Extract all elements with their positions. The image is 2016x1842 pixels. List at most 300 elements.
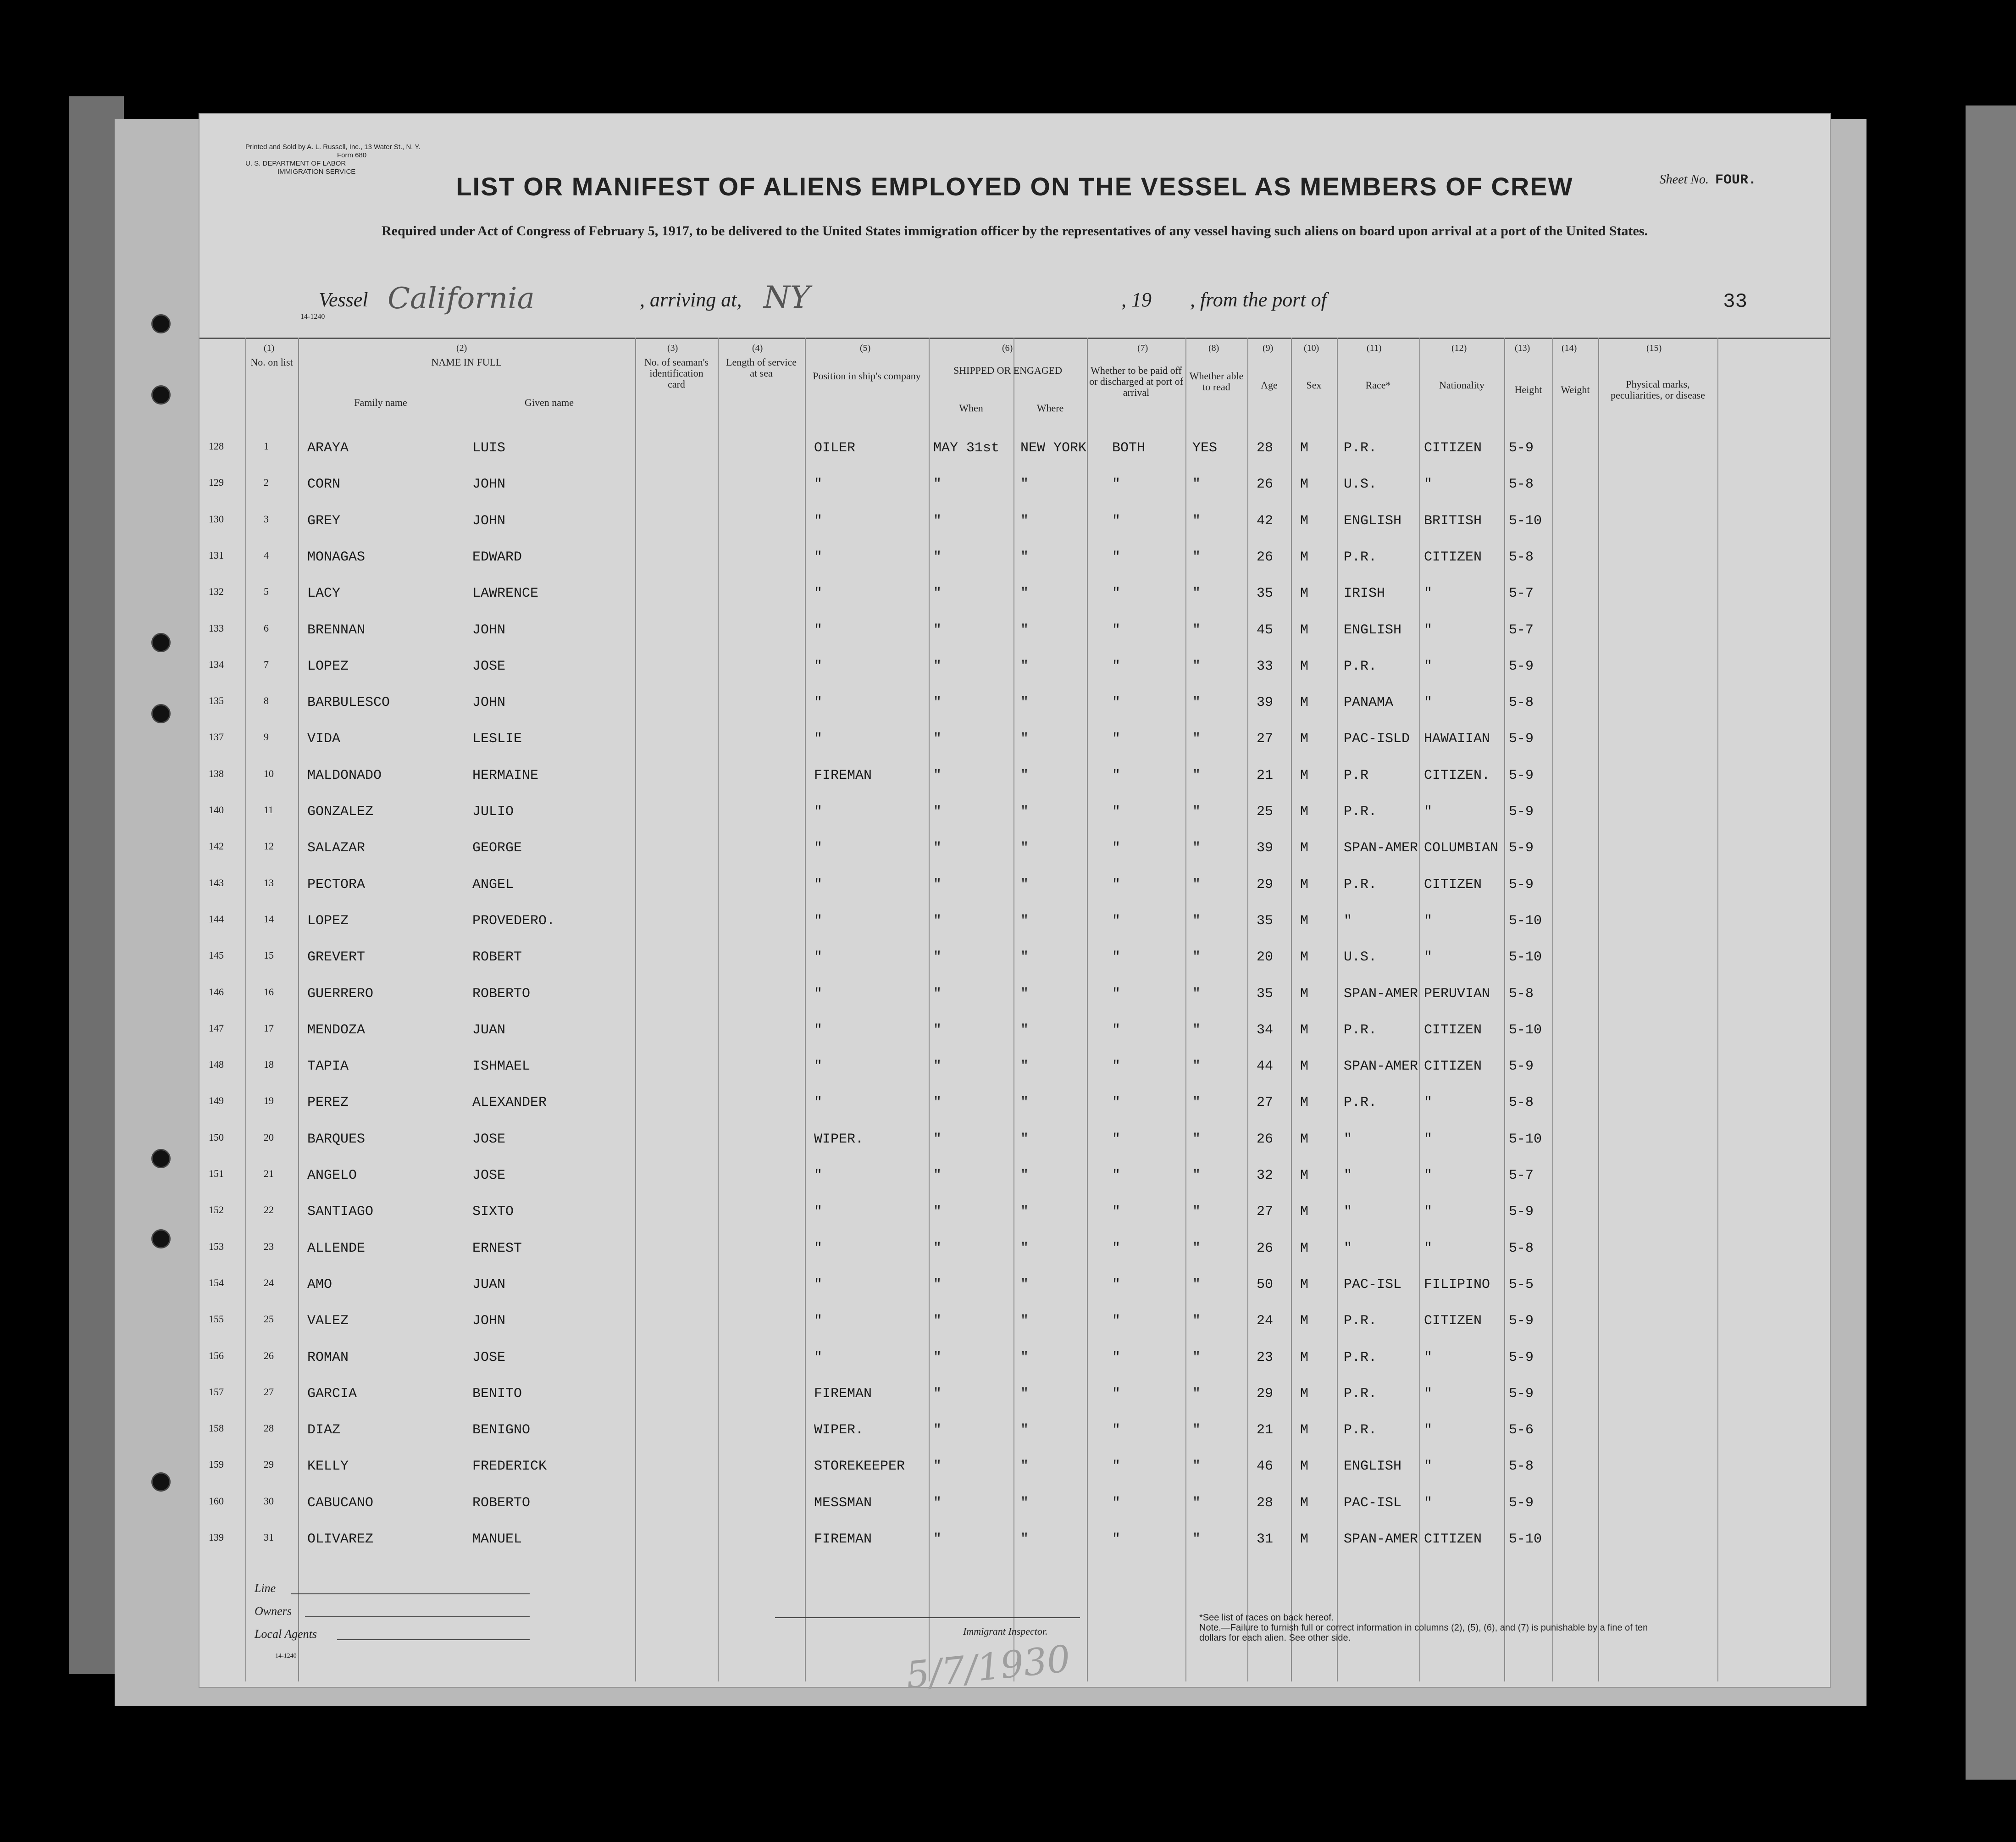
from-port-label: , from the port of xyxy=(1190,289,1327,311)
shipped-when: " xyxy=(933,513,942,529)
given-name: GEORGE xyxy=(472,840,522,856)
rownum-stamp: 145 xyxy=(209,949,224,961)
age: 46 xyxy=(1257,1459,1274,1475)
given-name: JOSE xyxy=(472,1131,506,1147)
able-to-read: " xyxy=(1192,1095,1201,1111)
shipped-when: " xyxy=(933,1022,942,1038)
nationality: HAWAIIAN xyxy=(1424,731,1490,747)
shipped-when: " xyxy=(933,1349,942,1365)
col-num: (10) xyxy=(1304,343,1319,353)
height: 5-8 xyxy=(1509,477,1534,493)
given-name: HERMAINE xyxy=(472,767,539,783)
height: 5-10 xyxy=(1509,949,1542,965)
race: U.S. xyxy=(1344,477,1377,493)
rownum-stamp: 160 xyxy=(209,1495,224,1507)
form-number: Form 680 xyxy=(337,151,367,159)
col-weight: Weight xyxy=(1561,384,1590,395)
position: " xyxy=(814,1349,823,1365)
seq-number: 9 xyxy=(264,731,269,743)
agents-rule xyxy=(337,1639,530,1640)
given-name: JOHN xyxy=(472,1313,506,1329)
nationality: CITIZEN xyxy=(1424,1313,1482,1329)
rownum-stamp: 128 xyxy=(209,440,224,452)
given-name: ALEXANDER xyxy=(472,1095,547,1111)
sex: M xyxy=(1300,877,1309,893)
height: 5-5 xyxy=(1509,1276,1534,1293)
paid-off: " xyxy=(1112,1022,1121,1038)
family-name: ANGELO xyxy=(307,1168,357,1183)
nationality: CITIZEN. xyxy=(1424,767,1490,783)
position: " xyxy=(814,986,823,1002)
col-nationality: Nationality xyxy=(1439,379,1484,391)
given-name: JOHN xyxy=(472,622,506,638)
printer-line: Printed and Sold by A. L. Russell, Inc., 13 Water St., N. Y. xyxy=(245,143,421,151)
seq-number: 11 xyxy=(264,804,274,816)
able-to-read: " xyxy=(1192,658,1201,674)
col-family-name: Family name xyxy=(354,397,407,408)
seq-number: 5 xyxy=(264,586,269,598)
seq-number: 28 xyxy=(264,1422,274,1434)
col-num: (3) xyxy=(667,343,678,353)
col-paid-off: Whether to be paid off or discharged at port of arrival xyxy=(1089,365,1183,398)
nationality: CITIZEN xyxy=(1424,549,1482,565)
nationality: " xyxy=(1424,949,1433,965)
sex: M xyxy=(1300,804,1309,820)
nationality: CITIZEN xyxy=(1424,440,1482,456)
height: 5-8 xyxy=(1509,695,1534,711)
seq-number: 14 xyxy=(264,913,274,925)
table-row xyxy=(199,622,1830,659)
seq-number: 10 xyxy=(264,767,274,779)
paid-off: " xyxy=(1112,731,1121,747)
table-row xyxy=(199,586,1830,622)
rownum-stamp: 156 xyxy=(209,1349,224,1361)
paid-off: " xyxy=(1112,949,1121,965)
family-name: DIAZ xyxy=(307,1422,341,1438)
agents-label: Local Agents xyxy=(255,1627,317,1641)
paid-off: " xyxy=(1112,767,1121,783)
height: 5-7 xyxy=(1509,586,1534,602)
family-name: MALDONADO xyxy=(307,767,382,783)
able-to-read: " xyxy=(1192,1349,1201,1365)
position: WIPER. xyxy=(814,1422,864,1438)
col-height: Height xyxy=(1514,384,1542,395)
col-position: Position in ship's company xyxy=(813,370,921,382)
table-row xyxy=(199,1350,1830,1387)
col-race: Race* xyxy=(1365,379,1391,391)
paid-off: " xyxy=(1112,1131,1121,1147)
race: ENGLISH xyxy=(1344,622,1402,638)
race: SPAN-AMER xyxy=(1344,986,1418,1002)
table-row xyxy=(199,1495,1830,1532)
given-name: JOHN xyxy=(472,695,506,711)
col-num: (15) xyxy=(1646,343,1662,353)
table-row xyxy=(199,731,1830,768)
col-no-on-list: No. on list xyxy=(250,356,293,368)
shipped-when: " xyxy=(933,1313,942,1329)
shipped-where: " xyxy=(1020,1531,1029,1547)
rownum-stamp: 130 xyxy=(209,513,224,525)
shipped-when: " xyxy=(933,1168,942,1183)
able-to-read: " xyxy=(1192,767,1201,783)
seq-number: 13 xyxy=(264,877,274,888)
nationality: " xyxy=(1424,658,1433,674)
rownum-stamp: 137 xyxy=(209,731,224,743)
age: 27 xyxy=(1257,1095,1274,1111)
height: 5-8 xyxy=(1509,1240,1534,1256)
shipped-when: " xyxy=(933,913,942,929)
owners-label: Owners xyxy=(255,1604,292,1618)
sex: M xyxy=(1300,1422,1309,1438)
family-name: LOPEZ xyxy=(307,658,349,674)
sex: M xyxy=(1300,658,1309,674)
binder-hole xyxy=(151,704,171,723)
height: 5-9 xyxy=(1509,1386,1534,1402)
col-num: (14) xyxy=(1562,343,1577,353)
family-name: CABUCANO xyxy=(307,1495,374,1511)
able-to-read: " xyxy=(1192,986,1201,1002)
nationality: " xyxy=(1424,1168,1433,1183)
shipped-when: " xyxy=(933,622,942,638)
nationality: " xyxy=(1424,1495,1433,1511)
age: 26 xyxy=(1257,477,1274,493)
footnotes xyxy=(1199,1613,1658,1643)
family-name: GONZALEZ xyxy=(307,804,374,820)
nationality: COLUMBIAN xyxy=(1424,840,1499,856)
shipped-when: " xyxy=(933,804,942,820)
nationality: BRITISH xyxy=(1424,513,1482,529)
given-name: EDWARD xyxy=(472,549,522,565)
shipped-where: " xyxy=(1020,477,1029,493)
table-row xyxy=(199,949,1830,986)
rownum-stamp: 151 xyxy=(209,1168,224,1179)
shipped-where: " xyxy=(1020,622,1029,638)
position: " xyxy=(814,1240,823,1256)
height: 5-9 xyxy=(1509,1204,1534,1220)
shipped-when: " xyxy=(933,1276,942,1293)
seq-number: 12 xyxy=(264,840,274,852)
shipped-when: " xyxy=(933,1531,942,1547)
nationality: " xyxy=(1424,1422,1433,1438)
age: 25 xyxy=(1257,804,1274,820)
seq-number: 26 xyxy=(264,1349,274,1361)
position: FIREMAN xyxy=(814,1531,872,1547)
position: " xyxy=(814,622,823,638)
nationality: " xyxy=(1424,1131,1433,1147)
race: PAC-ISL xyxy=(1344,1276,1402,1293)
seq-number: 7 xyxy=(264,658,269,670)
document-subtitle: Required under Act of Congress of February 5, 1917, to be delivered to the United States immigration officer by the representatives of any vessel having such aliens on board upon arrival at a port of the United States. xyxy=(381,223,1648,239)
given-name: JUAN xyxy=(472,1276,506,1293)
department-name: U. S. DEPARTMENT OF LABOR xyxy=(245,160,346,167)
able-to-read: " xyxy=(1192,586,1201,602)
able-to-read: " xyxy=(1192,804,1201,820)
able-to-read: " xyxy=(1192,549,1201,565)
able-to-read: " xyxy=(1192,1313,1201,1329)
race: P.R. xyxy=(1344,549,1377,565)
family-name: SALAZAR xyxy=(307,840,366,856)
table-row xyxy=(199,513,1830,550)
position: MESSMAN xyxy=(814,1495,872,1511)
table-row xyxy=(199,440,1830,477)
rownum-stamp: 139 xyxy=(209,1531,224,1543)
family-name: TAPIA xyxy=(307,1059,349,1075)
position: " xyxy=(814,1204,823,1220)
age: 39 xyxy=(1257,840,1274,856)
col-seaman-card: No. of seaman's identification card xyxy=(644,356,709,390)
family-name: ALLENDE xyxy=(307,1240,366,1256)
position: STOREKEEPER xyxy=(814,1459,905,1475)
shipped-where: " xyxy=(1020,1204,1029,1220)
race: P.R. xyxy=(1344,877,1377,893)
age: 26 xyxy=(1257,1240,1274,1256)
paid-off: BOTH xyxy=(1112,440,1146,456)
shipped-where: " xyxy=(1020,549,1029,565)
able-to-read: " xyxy=(1192,1022,1201,1038)
shipped-when: " xyxy=(933,949,942,965)
shipped-where: " xyxy=(1020,1495,1029,1511)
seq-number: 18 xyxy=(264,1059,274,1071)
given-name: ROBERTO xyxy=(472,986,531,1002)
col-num: (8) xyxy=(1208,343,1219,353)
binder-hole xyxy=(151,314,171,333)
rownum-stamp: 144 xyxy=(209,913,224,925)
nationality: CITIZEN xyxy=(1424,1531,1482,1547)
seq-number: 25 xyxy=(264,1313,274,1325)
able-to-read: " xyxy=(1192,1422,1201,1438)
nationality: FILIPINO xyxy=(1424,1276,1490,1293)
age: 28 xyxy=(1257,440,1274,456)
position: " xyxy=(814,877,823,893)
sex: M xyxy=(1300,1531,1309,1547)
shipped-where: " xyxy=(1020,1276,1029,1293)
paid-off: " xyxy=(1112,1495,1121,1511)
table-row xyxy=(199,549,1830,586)
height: 5-9 xyxy=(1509,1495,1534,1511)
age: 28 xyxy=(1257,1495,1274,1511)
paid-off: " xyxy=(1112,1276,1121,1293)
sex: M xyxy=(1300,1349,1309,1365)
rownum-stamp: 154 xyxy=(209,1276,224,1288)
rownum-stamp: 146 xyxy=(209,986,224,998)
height: 5-6 xyxy=(1509,1422,1534,1438)
races-note: *See list of races on back hereof. xyxy=(1199,1613,1334,1623)
paid-off: " xyxy=(1112,1349,1121,1365)
age: 27 xyxy=(1257,731,1274,747)
seq-number: 23 xyxy=(264,1240,274,1252)
inspector-signature-rule xyxy=(775,1617,1080,1618)
height: 5-9 xyxy=(1509,840,1534,856)
family-name: LOPEZ xyxy=(307,913,349,929)
able-to-read: " xyxy=(1192,1168,1201,1183)
sex: M xyxy=(1300,986,1309,1002)
position: " xyxy=(814,1022,823,1038)
rownum-stamp: 152 xyxy=(209,1204,224,1216)
vessel-value: California xyxy=(388,282,535,316)
rownum-stamp: 134 xyxy=(209,658,224,670)
table-row xyxy=(199,1459,1830,1495)
shipped-where: " xyxy=(1020,695,1029,711)
race: P.R. xyxy=(1344,1422,1377,1438)
shipped-when: " xyxy=(933,840,942,856)
shipped-where: " xyxy=(1020,767,1029,783)
age: 24 xyxy=(1257,1313,1274,1329)
col-given-name: Given name xyxy=(525,397,574,408)
nationality: CITIZEN xyxy=(1424,1022,1482,1038)
shipped-when: " xyxy=(933,767,942,783)
height: 5-9 xyxy=(1509,1059,1534,1075)
rownum-stamp: 129 xyxy=(209,477,224,488)
shipped-when: " xyxy=(933,477,942,493)
position: " xyxy=(814,731,823,747)
height: 5-10 xyxy=(1509,913,1542,929)
family-name: PECTORA xyxy=(307,877,366,893)
shipped-when: " xyxy=(933,695,942,711)
age: 35 xyxy=(1257,986,1274,1002)
col-num: (9) xyxy=(1263,343,1274,353)
rownum-stamp: 138 xyxy=(209,767,224,779)
position: " xyxy=(814,1313,823,1329)
rownum-stamp: 147 xyxy=(209,1022,224,1034)
able-to-read: YES xyxy=(1192,440,1218,456)
sex: M xyxy=(1300,695,1309,711)
sex: M xyxy=(1300,477,1309,493)
col-sex: Sex xyxy=(1306,379,1322,391)
shipped-where: " xyxy=(1020,877,1029,893)
height: 5-9 xyxy=(1509,1313,1534,1329)
age: 31 xyxy=(1257,1531,1274,1547)
position: " xyxy=(814,840,823,856)
sex: M xyxy=(1300,767,1309,783)
nationality: PERUVIAN xyxy=(1424,986,1490,1002)
shipped-when: " xyxy=(933,549,942,565)
rownum-stamp: 131 xyxy=(209,549,224,561)
seq-number: 3 xyxy=(264,513,269,525)
seq-number: 24 xyxy=(264,1276,274,1288)
col-name-in-full: NAME IN FULL xyxy=(431,356,502,368)
rownum-stamp: 157 xyxy=(209,1386,224,1398)
able-to-read: " xyxy=(1192,1131,1201,1147)
sex: M xyxy=(1300,1240,1309,1256)
col-length-service: Length of service at sea xyxy=(726,356,797,379)
family-name: OLIVAREZ xyxy=(307,1531,374,1547)
age: 34 xyxy=(1257,1022,1274,1038)
family-name: SANTIAGO xyxy=(307,1204,374,1220)
shipped-where: " xyxy=(1020,586,1029,602)
shipped-where: " xyxy=(1020,1168,1029,1183)
paid-off: " xyxy=(1112,513,1121,529)
sex: M xyxy=(1300,586,1309,602)
age: 39 xyxy=(1257,695,1274,711)
shipped-where: " xyxy=(1020,1131,1029,1147)
given-name: ANGEL xyxy=(472,877,514,893)
manifest-page xyxy=(199,114,1830,1697)
height: 5-9 xyxy=(1509,804,1534,820)
age: 26 xyxy=(1257,549,1274,565)
nationality: " xyxy=(1424,586,1433,602)
shipped-when: " xyxy=(933,658,942,674)
height: 5-8 xyxy=(1509,549,1534,565)
table-row xyxy=(199,768,1830,804)
paid-off: " xyxy=(1112,840,1121,856)
paid-off: " xyxy=(1112,1240,1121,1256)
table-row xyxy=(199,1531,1830,1568)
shipped-where: " xyxy=(1020,658,1029,674)
family-name: VIDA xyxy=(307,731,341,747)
family-name: MONAGAS xyxy=(307,549,366,565)
race: U.S. xyxy=(1344,949,1377,965)
able-to-read: " xyxy=(1192,1531,1201,1547)
sex: M xyxy=(1300,731,1309,747)
able-to-read: " xyxy=(1192,913,1201,929)
age: 27 xyxy=(1257,1204,1274,1220)
line-label: Line xyxy=(255,1581,276,1595)
given-name: LUIS xyxy=(472,440,506,456)
height: 5-10 xyxy=(1509,1131,1542,1147)
seq-number: 4 xyxy=(264,549,269,561)
paid-off: " xyxy=(1112,1059,1121,1075)
position: " xyxy=(814,477,823,493)
table-row xyxy=(199,1059,1830,1095)
height: 5-10 xyxy=(1509,1531,1542,1547)
rownum-stamp: 143 xyxy=(209,877,224,888)
family-name: BARBULESCO xyxy=(307,695,390,711)
sex: M xyxy=(1300,1459,1309,1475)
nationality: " xyxy=(1424,804,1433,820)
age: 21 xyxy=(1257,767,1274,783)
position: " xyxy=(814,1059,823,1075)
paid-off: " xyxy=(1112,804,1121,820)
col-num: (13) xyxy=(1515,343,1530,353)
table-row xyxy=(199,1386,1830,1423)
shipped-when: " xyxy=(933,1131,942,1147)
position: " xyxy=(814,695,823,711)
family-name: GREVERT xyxy=(307,949,366,965)
race: " xyxy=(1344,913,1352,929)
seq-number: 8 xyxy=(264,695,269,707)
given-name: BENITO xyxy=(472,1386,522,1402)
col-physical-marks: Physical marks, peculiarities, or disease xyxy=(1611,378,1705,401)
table-row xyxy=(199,913,1830,950)
given-name: BENIGNO xyxy=(472,1422,531,1438)
nationality: " xyxy=(1424,1240,1433,1256)
sex: M xyxy=(1300,622,1309,638)
seq-number: 6 xyxy=(264,622,269,634)
position: " xyxy=(814,549,823,565)
table-row xyxy=(199,477,1830,513)
paid-off: " xyxy=(1112,1531,1121,1547)
nationality: " xyxy=(1424,622,1433,638)
given-name: JOSE xyxy=(472,1168,506,1183)
table-row xyxy=(199,1132,1830,1168)
paid-off: " xyxy=(1112,1459,1121,1475)
given-name: ERNEST xyxy=(472,1240,522,1256)
height: 5-9 xyxy=(1509,658,1534,674)
able-to-read: " xyxy=(1192,622,1201,638)
seq-number: 22 xyxy=(264,1204,274,1216)
position: " xyxy=(814,586,823,602)
nationality: CITIZEN xyxy=(1424,877,1482,893)
vessel-label: Vessel xyxy=(319,289,368,311)
able-to-read: " xyxy=(1192,731,1201,747)
binder-hole xyxy=(151,1149,171,1168)
rownum-stamp: 133 xyxy=(209,622,224,634)
table-row xyxy=(199,1422,1830,1459)
table-row xyxy=(199,1168,1830,1204)
race: P.R. xyxy=(1344,658,1377,674)
rownum-stamp: 158 xyxy=(209,1422,224,1434)
age: 29 xyxy=(1257,1386,1274,1402)
